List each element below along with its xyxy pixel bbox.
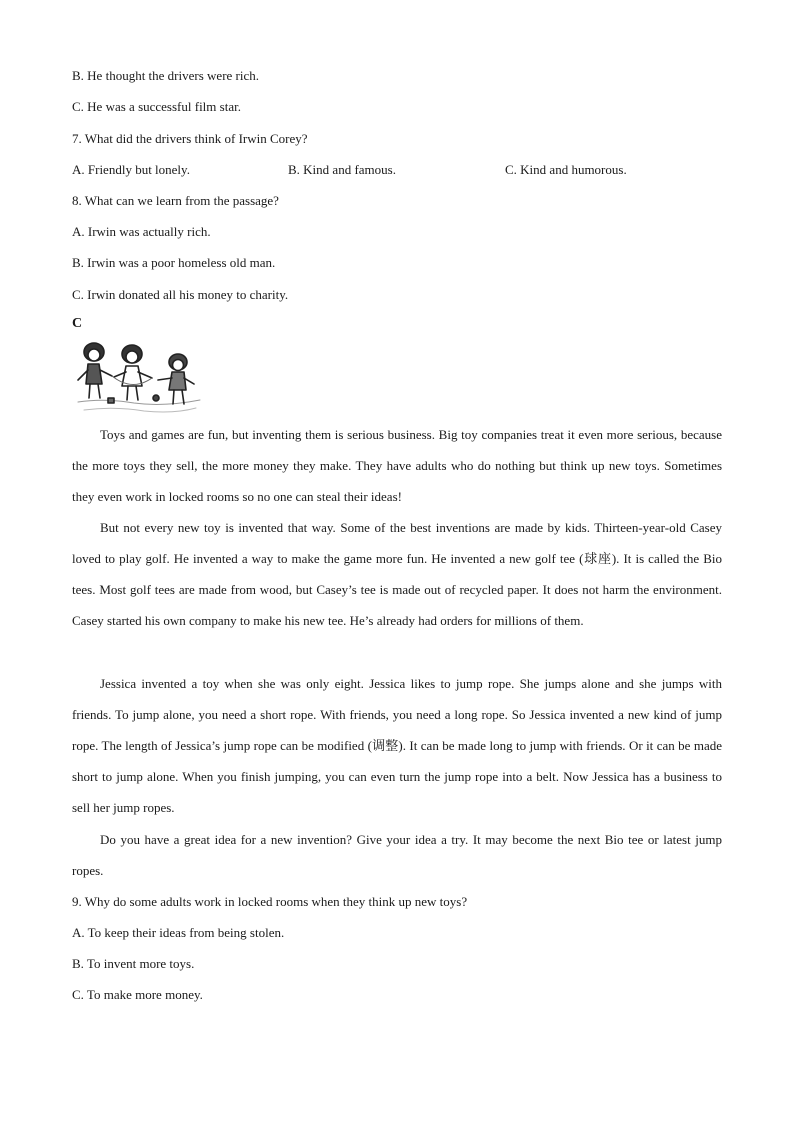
children-playing-illustration xyxy=(74,340,206,416)
q7-option-b: B. Kind and famous. xyxy=(288,162,396,177)
q7-option-a: A. Friendly but lonely. xyxy=(72,162,190,177)
q6-option-b: B. He thought the drivers were rich. xyxy=(72,68,260,83)
q9-option-b: B. To invent more toys. xyxy=(72,956,195,971)
passage-paragraph-3: Jessica invented a toy when she was only eight. Jessica likes to jump rope. She jumps alone and she jumps with friends. To jump alone, you need a short rope. With friends, you need a long rope. So Jessica invented a new kind of jump rope. The length of Jessica’s jump rope can be modified (调整). It can be made long to jump with friends. Or it can be made short to jump alone. When you finish jumping, you can even turn the jump rope into a belt. Now Jessica has a business to sell her jump ropes. xyxy=(72,676,722,815)
q8-question: 8. What can we learn from the passage? xyxy=(72,193,279,208)
q9-option-a: A. To keep their ideas from being stolen. xyxy=(72,925,285,940)
q8-option-c: C. Irwin donated all his money to charity. xyxy=(72,287,289,302)
passage-paragraph-2: But not every new toy is invented that way. Some of the best inventions are made by kids. Thirteen-year-old Casey loved to play golf. He invented a way to make the game more fun. He invented a new golf tee (球座). It is called the Bio tees. Most golf tees are made from wood, but Casey’s tee is made out of recycled paper. It does not harm the environment. Casey started his own company to make his new tee. He’s already had orders for millions of them. xyxy=(72,520,722,628)
q7-question: 7. What did the drivers think of Irwin Corey? xyxy=(72,131,308,146)
section-c-heading: C xyxy=(72,316,83,331)
q9-option-c: C. To make more money. xyxy=(72,987,203,1002)
q7-options xyxy=(72,162,722,178)
passage-paragraph-4: Do you have a great idea for a new invention? Give your idea a try. It may become the next Bio tee or latest jump ropes. xyxy=(72,832,722,878)
q8-option-a: A. Irwin was actually rich. xyxy=(72,224,211,239)
q8-option-b: B. Irwin was a poor homeless old man. xyxy=(72,255,276,270)
q7-option-c: C. Kind and humorous. xyxy=(505,162,627,177)
q6-option-c: C. He was a successful film star. xyxy=(72,99,241,114)
passage-paragraph-1: Toys and games are fun, but inventing them is serious business. Big toy companies treat it even more serious, because the more toys they sell, the more money they make. They have adults who do nothing but think up new toys. Sometimes they even work in locked rooms so no one can steal their ideas! xyxy=(72,427,722,504)
q9-question: 9. Why do some adults work in locked rooms when they think up new toys? xyxy=(72,894,468,909)
